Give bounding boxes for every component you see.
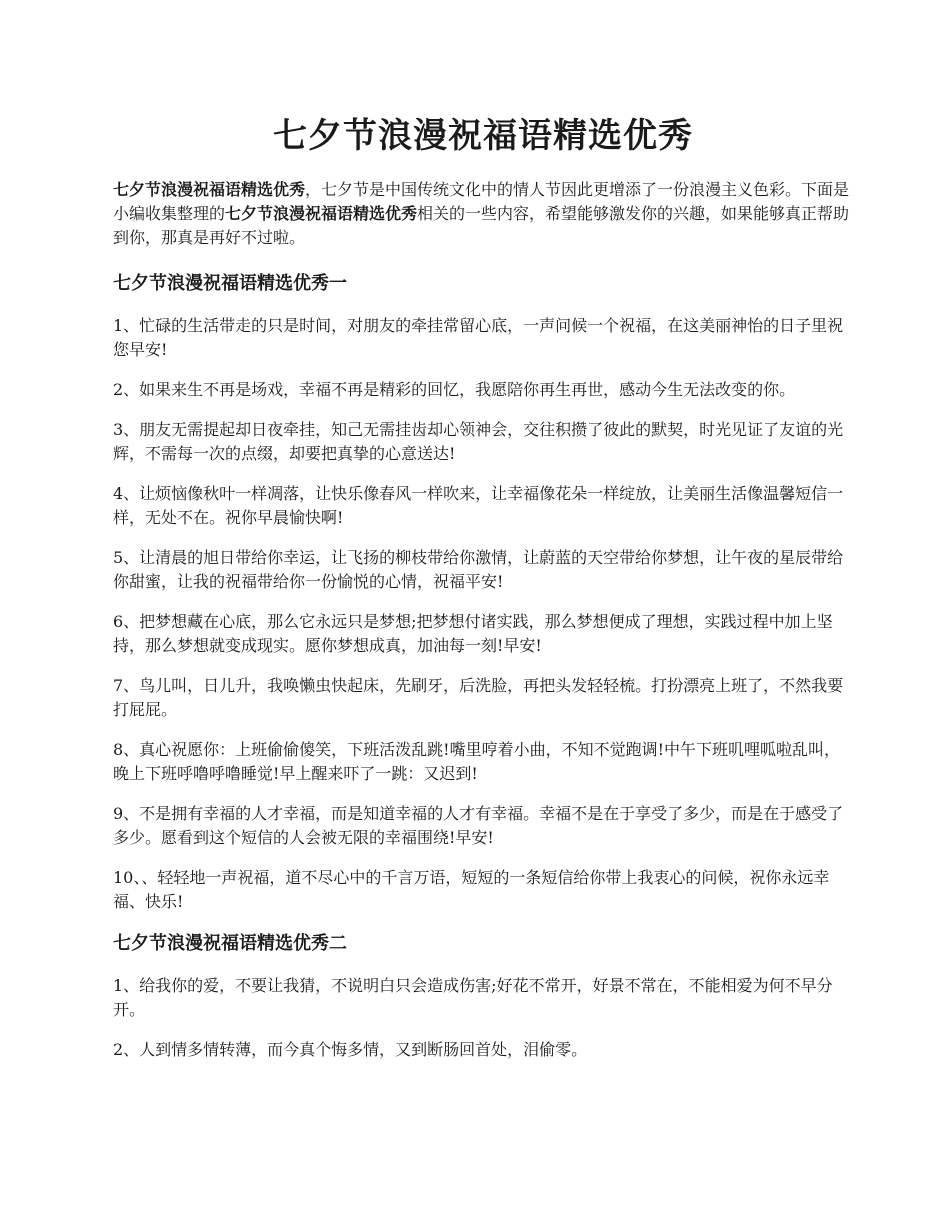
document-page bbox=[113, 110, 853, 1078]
section-2 bbox=[113, 930, 853, 1062]
intro-bold-title: 七夕节浪漫祝福语精选优秀 bbox=[113, 180, 306, 199]
list-item: 6、把梦想藏在心底，那么它永远只是梦想;把梦想付诸实践，那么梦想便成了理想，实践过程中加上坚持，那么梦想就变成现实。愿你梦想成真，加油每一刻!早安! bbox=[113, 612, 833, 655]
list-item: 7、鸟儿叫，日儿升，我唤懒虫快起床，先刷牙，后洗脸，再把头发轻轻梳。打扮漂亮上班了，不然我要打屁屁。 bbox=[113, 676, 844, 719]
section-1 bbox=[113, 270, 853, 914]
list-item: 1、给我你的爱，不要让我猜，不说明白只会造成伤害;好花不常开，好景不常在，不能相爱为何不早分开。 bbox=[113, 976, 833, 1019]
intro-text-2: 相关的一些内容，希望能够激发你的兴趣，如果能够真正帮助到你，那真是再好不过啦。 bbox=[113, 204, 850, 247]
intro-text-1: ，七夕节是中国传统文化中的情人节因此更增添了一份浪漫主义色彩。下面是小编收集整理的 bbox=[113, 180, 850, 223]
list-item: 2、人到情多情转薄，而今真个悔多情，又到断肠回首处，泪偷零。 bbox=[113, 1040, 588, 1059]
list-item: 3、朋友无需提起却日夜牵挂，知己无需挂齿却心领神会，交往积攒了彼此的默契，时光见证了友谊的光辉，不需每一次的点缀，却要把真挚的心意送达! bbox=[113, 420, 844, 463]
list-item: 9、不是拥有幸福的人才幸福，而是知道幸福的人才有幸福。幸福不是在于享受了多少，而是在于感受了多少。愿看到这个短信的人会被无限的幸福围绕!早安! bbox=[113, 804, 844, 847]
intro-bold-title-2: 七夕节浪漫祝福语精选优秀 bbox=[225, 204, 418, 223]
list-item: 8、真心祝愿你：上班偷偷傻笑，下班活泼乱跳!嘴里哼着小曲，不知不觉跑调!中午下班叽哩呱啦乱叫，晚上下班呼噜呼噜睡觉!早上醒来吓了一跳：又迟到! bbox=[113, 740, 841, 783]
list-item: 1、忙碌的生活带走的只是时间，对朋友的牵挂常留心底，一声问候一个祝福，在这美丽神怡的日子里祝您早安! bbox=[113, 316, 844, 359]
list-item: 10、、轻轻地一声祝福，道不尽心中的千言万语，短短的一条短信给你带上我衷心的问候，祝你永远幸福、快乐! bbox=[113, 868, 830, 911]
list-item: 2、如果来生不再是场戏，幸福不再是精彩的回忆，我愿陪你再生再世，感动今生无法改变的你。 bbox=[113, 380, 796, 399]
list-item: 5、让清晨的旭日带给你幸运，让飞扬的柳枝带给你激情，让蔚蓝的天空带给你梦想，让午夜的星辰带给你甜蜜，让我的祝福带给你一份愉悦的心情，祝福平安! bbox=[113, 548, 844, 591]
section-heading: 七夕节浪漫祝福语精选优秀二 bbox=[113, 933, 347, 954]
document-title: 七夕节浪漫祝福语精选优秀 bbox=[273, 116, 693, 156]
section-heading: 七夕节浪漫祝福语精选优秀一 bbox=[113, 273, 347, 294]
intro-paragraph bbox=[113, 178, 853, 250]
list-item: 4、让烦恼像秋叶一样凋落，让快乐像春风一样吹来，让幸福像花朵一样绽放，让美丽生活像温馨短信一样，无处不在。祝你早晨愉快啊! bbox=[113, 484, 844, 527]
